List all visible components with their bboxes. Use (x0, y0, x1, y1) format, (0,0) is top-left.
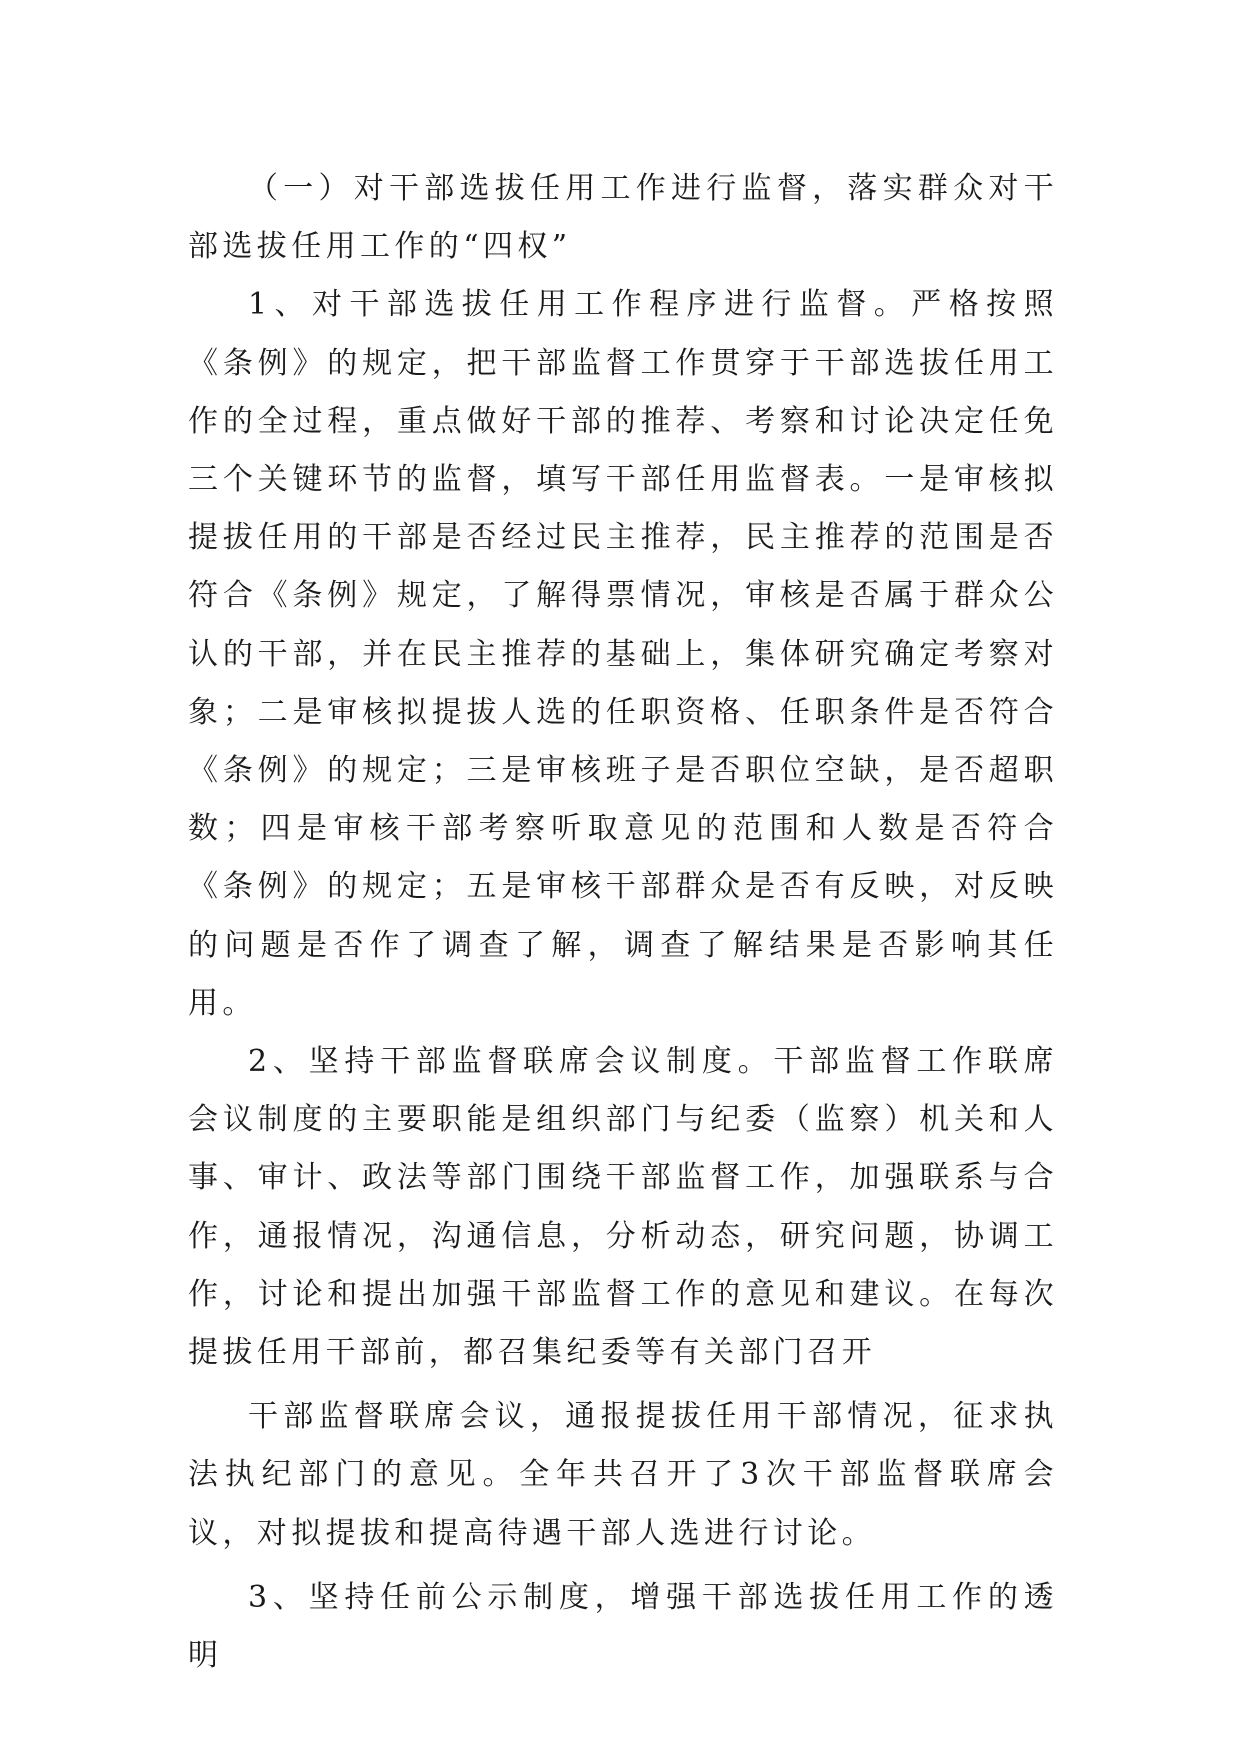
paragraph-joint-meeting-system: 2、坚持干部监督联席会议制度。干部监督工作联席会议制度的主要职能是组织部门与纪委（监察）机关和人事、审计、政法等部门围绕干部监督工作，加强联系与合作，通报情况，沟通信息，分析动态，研究问题，协调工作，讨论和提出加强干部监督工作的意见和建议。在每次提拔任用干部前，都召集纪委等有关部门召开 (188, 1044, 1058, 1371)
paragraph-joint-meeting-continued: 干部监督联席会议，通报提拔任用干部情况，征求执法执纪部门的意见。全年共召开了3次干部监督联席会议，对拟提拔和提高待遇干部人选进行讨论。 (188, 1399, 1058, 1551)
paragraph-procedure-supervision: 1、对干部选拔任用工作程序进行监督。严格按照《条例》的规定，把干部监督工作贯穿于干部选拔任用工作的全过程，重点做好干部的推荐、考察和讨论决定任免三个关键环节的监督，填写干部任用监督表。一是审核拟提拔任用的干部是否经过民主推荐，民主推荐的范围是否符合《条例》规定，了解得票情况，审核是否属于群众公认的干部，并在民主推荐的基础上，集体研究确定考察对象；二是审核拟提拔人选的任职资格、任职条件是否符合《条例》的规定；三是审核班子是否职位空缺，是否超职数；四是审核干部考察听取意见的范围和人数是否符合《条例》的规定；五是审核干部群众是否有反映，对反映的问题是否作了调查了解，调查了解结果是否影响其任用。 (188, 287, 1058, 1021)
section-heading: （一）对干部选拔任用工作进行监督，落实群众对干部选拔任用工作的“四权” (188, 171, 1058, 265)
document-body (188, 160, 1058, 1685)
paragraph-pre-appointment-publicity: 3、坚持任前公示制度，增强干部选拔任用工作的透明 (188, 1579, 1058, 1674)
